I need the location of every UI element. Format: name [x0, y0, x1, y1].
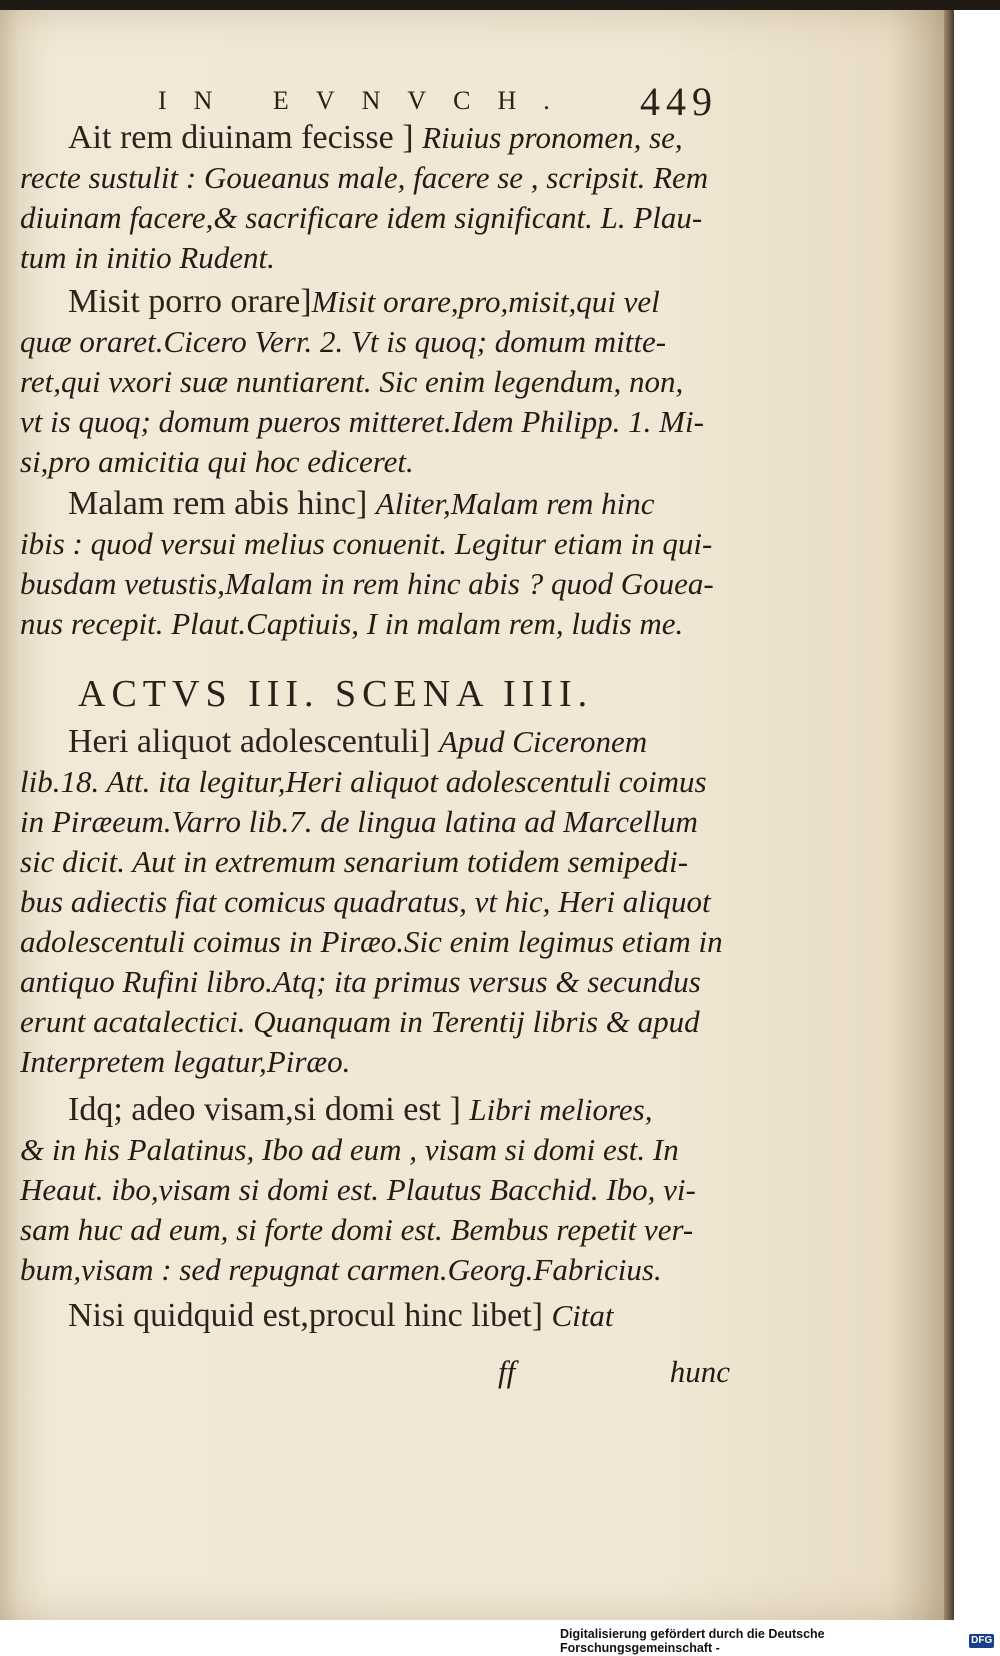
- lemma-text: Idq; adeo visam,si domi est ]: [68, 1091, 470, 1128]
- lemma-text: Nisi quidquid est,procul hinc libet]: [68, 1297, 552, 1334]
- commentary-text: diuinam facere,& sacrificare idem significant. L. Plau-: [20, 200, 703, 235]
- lemma-text: Heri aliquot adolescentuli]: [68, 723, 440, 760]
- commentary-text: Aliter,Malam rem hinc: [375, 486, 655, 521]
- commentary-line: [20, 922, 730, 962]
- commentary-text: & in his Palatinus, Ibo ad eum , visam si domi est. In: [20, 1132, 679, 1167]
- commentary-line: [20, 962, 730, 1002]
- commentary-paragraph: [20, 1296, 730, 1336]
- lemma-line: [20, 282, 730, 322]
- commentary-text: adolescentuli coimus in Piræo.Sic enim legimus etiam in: [20, 924, 723, 959]
- commentary-paragraph: [20, 282, 730, 482]
- page-edge-shadow: [944, 10, 954, 1620]
- commentary-line: [20, 882, 730, 922]
- lemma-line: [20, 118, 730, 158]
- commentary-text: ret,qui vxori suæ nuntiarent. Sic enim legendum, non,: [20, 364, 684, 399]
- commentary-line: [20, 1042, 730, 1082]
- commentary-text: sam huc ad eum, si forte domi est. Bembus repetit ver-: [20, 1212, 694, 1247]
- commentary-text: recte sustulit : Goueanus male, facere se , scripsit. Rem: [20, 160, 709, 195]
- commentary-line: [20, 402, 730, 442]
- lemma-text: Misit porro orare]: [68, 283, 312, 320]
- commentary-paragraph: [20, 1090, 730, 1290]
- commentary-text: Libri meliores,: [469, 1092, 653, 1127]
- commentary-line: [20, 762, 730, 802]
- dfg-logo: DFG: [971, 1635, 993, 1646]
- commentary-line: [20, 842, 730, 882]
- commentary-line: [20, 238, 730, 278]
- catchword: hunc: [669, 1354, 730, 1389]
- commentary-line: [20, 198, 730, 238]
- commentary-text: lib.18. Att. ita legitur,Heri aliquot adolescentuli coimus: [20, 764, 707, 799]
- commentary-line: [20, 1170, 730, 1210]
- commentary-line: [20, 158, 730, 198]
- commentary-paragraph: [20, 722, 730, 1082]
- commentary-text: Apud Ciceronem: [439, 724, 648, 759]
- signature-mark: ff: [498, 1354, 516, 1389]
- running-title: IN EVNVCH.: [158, 86, 577, 115]
- commentary-text: sic dicit. Aut in extremum senarium totidem semipedi-: [20, 844, 689, 879]
- credit-text: Digitalisierung gefördert durch die Deutsche Forschungsgemeinschaft -: [560, 1627, 825, 1655]
- commentary-line: [20, 362, 730, 402]
- commentary-paragraph: [20, 118, 730, 278]
- commentary-text: Riuius pronomen, se,: [422, 120, 683, 155]
- commentary-text: bus adiectis fiat comicus quadratus, vt hic, Heri aliquot: [20, 884, 711, 919]
- lemma-line: [20, 484, 730, 524]
- commentary-text: Citat: [551, 1298, 614, 1333]
- commentary-line: [20, 802, 730, 842]
- commentary-text: si,pro amicitia qui hoc ediceret.: [20, 444, 414, 479]
- lemma-text: Malam rem abis hinc]: [68, 485, 376, 522]
- commentary-text: Interpretem legatur,Piræo.: [20, 1044, 351, 1079]
- commentary-line: [20, 322, 730, 362]
- commentary-text: nus recepit. Plaut.Captiuis, I in malam rem, ludis me.: [20, 606, 684, 641]
- commentary-text: antiquo Rufini libro.Atq; ita primus versus & secundus: [20, 964, 701, 999]
- commentary-line: [20, 442, 730, 482]
- commentary-line: [20, 604, 730, 644]
- digitization-credit: [560, 1627, 1000, 1655]
- commentary-text: bum,visam : sed repugnat carmen.Georg.Fabricius.: [20, 1252, 662, 1287]
- commentary-text: Heaut. ibo,visam si domi est. Plautus Bacchid. Ibo, vi-: [20, 1172, 696, 1207]
- scan-top-edge: [0, 0, 1000, 10]
- commentary-line: [20, 1210, 730, 1250]
- commentary-text: tum in initio Rudent.: [20, 240, 275, 275]
- lemma-line: [20, 1090, 730, 1130]
- commentary-text: Misit orare,pro,misit,qui vel: [311, 284, 660, 319]
- commentary-text: busdam vetustis,Malam in rem hinc abis ? quod Gouea-: [20, 566, 714, 601]
- scene-heading: ACTVS III. SCENA IIII.: [78, 673, 594, 715]
- commentary-paragraph: [20, 484, 730, 644]
- commentary-text: quæ oraret.Cicero Verr. 2. Vt is quoq; domum mitte-: [20, 324, 667, 359]
- lemma-text: Ait rem diuinam fecisse ]: [68, 119, 423, 156]
- commentary-line: [20, 1250, 730, 1290]
- commentary-line: [20, 1130, 730, 1170]
- commentary-text: in Piræeum.Varro lib.7. de lingua latina ad Marcellum: [20, 804, 698, 839]
- catchword-row: [20, 1354, 730, 1394]
- commentary-text: erunt acatalectici. Quanquam in Terentij libris & apud: [20, 1004, 700, 1039]
- commentary-text: ibis : quod versui melius conuenit. Legitur etiam in qui-: [20, 526, 713, 561]
- page-number: 449: [640, 79, 718, 124]
- commentary-line: [20, 524, 730, 564]
- lemma-line: [20, 722, 730, 762]
- commentary-line: [20, 564, 730, 604]
- commentary-text: vt is quoq; domum pueros mitteret.Idem Philipp. 1. Mi-: [20, 404, 704, 439]
- commentary-line: [20, 1002, 730, 1042]
- lemma-line: [20, 1296, 730, 1336]
